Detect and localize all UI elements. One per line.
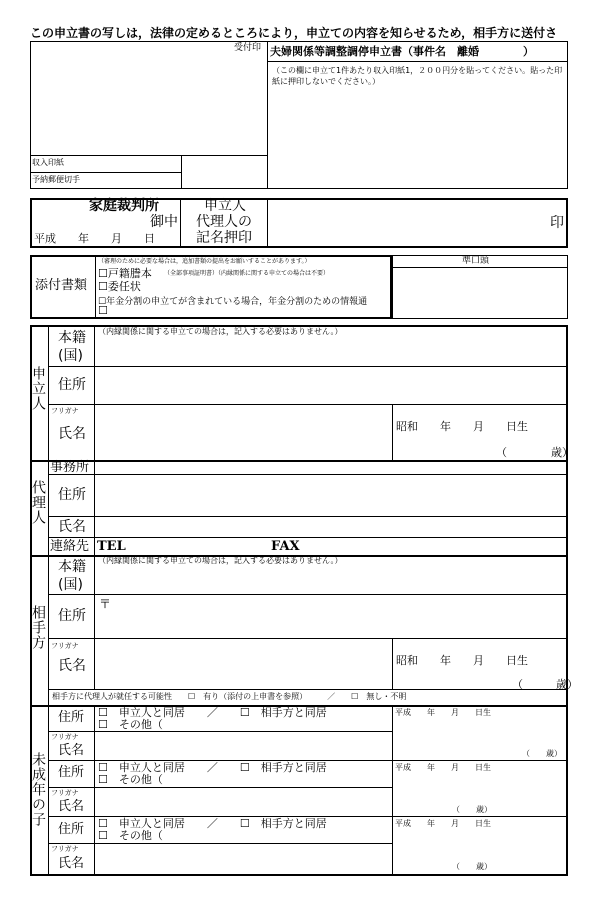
signer-label-2: 代理人の [196, 214, 252, 230]
child1-cohabit-options[interactable]: ☐ 申立人と同居 ／ ☐ 相手方と同居 [98, 706, 327, 719]
respondent-address-field[interactable] [95, 595, 567, 637]
child2-age: （ 歳） [452, 805, 492, 814]
agent-tel-field[interactable] [130, 538, 265, 554]
agent-shimei-label: 氏名 [58, 519, 86, 535]
respondent-postal-mark: 〒 [99, 597, 112, 611]
agent-fax-label: FAX [271, 539, 300, 554]
seal-mark: 印 [550, 215, 564, 231]
court-date: 平成 年 月 日 [34, 232, 155, 245]
child3-cohabit-other[interactable]: ☐ その他（ [98, 829, 163, 842]
signer-label-3: 記名押印 [196, 230, 252, 246]
child1-cohabit-other[interactable]: ☐ その他（ [98, 718, 163, 731]
child2-cohabit-options[interactable]: ☐ 申立人と同居 ／ ☐ 相手方と同居 [98, 761, 327, 774]
respondent-age: （ 歳） [512, 678, 578, 691]
child2-jusho-label: 住所 [58, 765, 85, 780]
respondent-honseki-field[interactable] [95, 567, 567, 593]
yono-yubin-label: 予納郵便切手 [32, 175, 80, 184]
form-title: 夫婦関係等調整調停申立書（事件名 離婚 ） [270, 45, 534, 58]
respondent-honseki-label: 本籍 [58, 559, 86, 575]
applicant-koku-label: (国) [58, 348, 83, 364]
child3-name-field[interactable] [95, 844, 391, 875]
child2-birthdate: 平成 年 月 日生 [395, 763, 491, 772]
attachment-item-other[interactable]: ☐ [98, 304, 108, 317]
child3-birthdate: 平成 年 月 日生 [395, 819, 491, 828]
respondent-shimei-label: 氏名 [58, 658, 86, 674]
child2-shimei-label: 氏名 [58, 799, 85, 814]
child1-shimei-label: 氏名 [58, 743, 85, 758]
child2-name-field[interactable] [95, 788, 391, 815]
child3-furigana-label: フリガナ [51, 845, 79, 853]
uketsuke-label: 受付印 [234, 43, 262, 53]
agent-jusho-label: 住所 [58, 487, 86, 503]
agent-fax-field[interactable] [305, 538, 567, 554]
shunyu-inshi-label: 収入印紙 [32, 158, 64, 167]
agent-tel-label: TEL [97, 539, 126, 554]
child2-cohabit-other[interactable]: ☐ その他（ [98, 773, 163, 786]
agent-name-field[interactable] [95, 517, 567, 536]
respondent-side-label: 相手方 [30, 605, 46, 650]
applicant-birthdate: 昭和 年 月 日生 [396, 420, 528, 433]
applicant-honseki-label: 本籍 [58, 330, 86, 346]
stamp-note: （この欄に申立て1件あたり収入印紙1，２００円分を貼ってください。貼った印紙に押印しないでください。） [272, 66, 563, 86]
applicant-furigana-label: フリガナ [51, 407, 79, 415]
child2-furigana-label: フリガナ [51, 789, 79, 797]
applicant-shimei-label: 氏名 [58, 426, 86, 442]
applicant-name-field[interactable] [95, 405, 391, 459]
court-onchu: 御中 [150, 214, 178, 230]
agent-side-label: 代理人 [30, 480, 46, 525]
child1-birthdate: 平成 年 月 日生 [395, 708, 491, 717]
minors-side-label: 未成年の子 [30, 752, 46, 827]
attachments-note: （審理のために必要な場合は，追加書類の提出をお願いすることがあります。） [98, 258, 311, 265]
junkoto-label: 準口頭 [462, 256, 490, 266]
agent-renraku-label: 連絡先 [50, 539, 90, 554]
attachment-item-koseki-note: （全部事項証明書）（内縁関係に関する申立ての場合は不要） [164, 270, 330, 277]
attachments-label: 添付書類 [35, 278, 88, 293]
respondent-jusho-label: 住所 [58, 608, 86, 624]
child3-jusho-label: 住所 [58, 822, 85, 837]
attachment-item-koseki[interactable]: ☐戸籍謄本 [98, 267, 152, 280]
applicant-address-field[interactable] [95, 367, 567, 403]
applicant-age: （ 歳） [496, 446, 573, 459]
revenue-stamp-area[interactable] [268, 90, 567, 188]
attachment-item-ininjo[interactable]: ☐委任状 [98, 280, 141, 293]
agent-office-field[interactable] [95, 461, 567, 473]
signer-name-field[interactable] [268, 200, 548, 246]
agent-address-field[interactable] [95, 475, 567, 515]
applicant-jusho-label: 住所 [58, 377, 86, 393]
child1-name-field[interactable] [95, 732, 391, 759]
child1-age: （ 歳） [522, 749, 562, 758]
signer-label-1: 申立人 [204, 198, 246, 214]
applicant-side-label: 申立人 [30, 366, 46, 411]
applicant-honseki-note: （内縁関係に関する申立ての場合は，記入する必要はありません。） [98, 327, 343, 336]
child3-age: （ 歳） [452, 862, 492, 871]
attachment-item-nenkin[interactable]: ☐年金分割の申立てが含まれている場合，年金分割のための情報通 [98, 297, 368, 307]
child3-shimei-label: 氏名 [58, 856, 85, 871]
respondent-agent-possibility[interactable]: 相手方に代理人が就任する可能性 ☐ 有り（添付の上申書を参照） ／ ☐ 無し・不明 [52, 692, 407, 701]
respondent-koku-label: (国) [58, 577, 83, 593]
agent-jimusho-label: 事務所 [50, 460, 90, 475]
notice-text: この申立書の写しは，法律の定めるところにより，申立ての内容を知らせるため，相手方に送付さ [30, 26, 558, 40]
respondent-name-field[interactable] [95, 639, 391, 688]
applicant-honseki-field[interactable] [95, 338, 567, 365]
child3-cohabit-options[interactable]: ☐ 申立人と同居 ／ ☐ 相手方と同居 [98, 817, 327, 830]
child1-jusho-label: 住所 [58, 710, 85, 725]
respondent-honseki-note: （内縁関係に関する申立ての場合は，記入する必要はありません。） [98, 556, 343, 565]
court-name: 家庭裁判所 [89, 198, 159, 214]
child1-furigana-label: フリガナ [51, 733, 79, 741]
receipt-stamp-area[interactable] [30, 41, 267, 155]
respondent-furigana-label: フリガナ [51, 642, 79, 650]
respondent-birthdate: 昭和 年 月 日生 [396, 654, 528, 667]
